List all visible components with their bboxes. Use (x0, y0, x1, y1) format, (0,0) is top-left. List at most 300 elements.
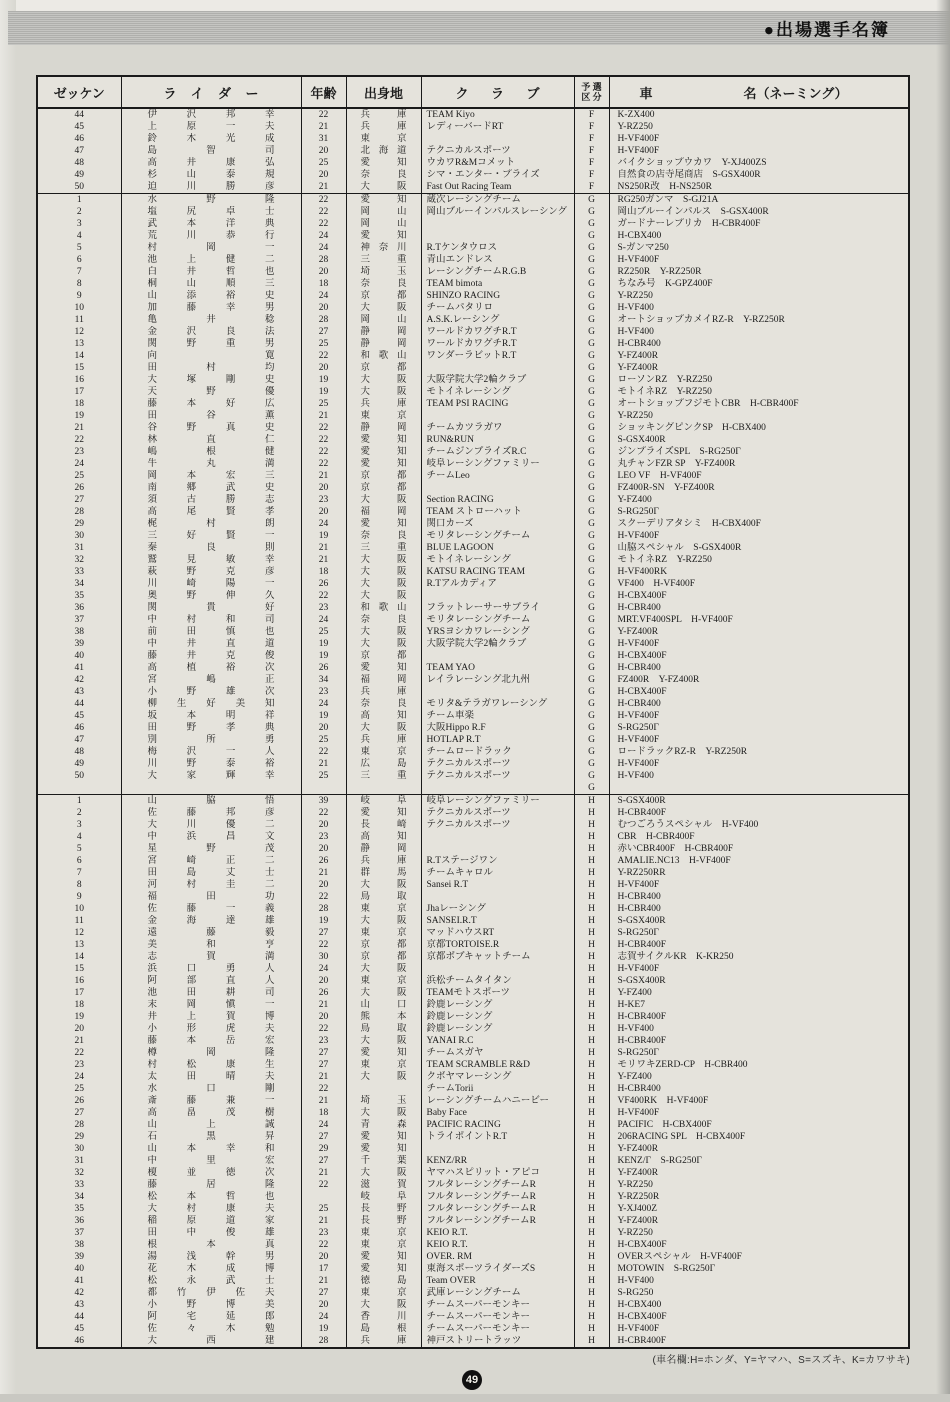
club-cell: シマ・エンター・プライズ (421, 169, 574, 181)
table-row (37, 831, 909, 843)
origin-cell: 愛知 (346, 458, 421, 470)
table-row (37, 434, 909, 446)
rider-name-cell: 前田慎也 (121, 626, 301, 638)
club-cell: Fast Out Racing Team (421, 181, 574, 194)
division-cell: G (574, 770, 609, 782)
machine-name-cell: Y-FZ400 (617, 1072, 652, 1082)
table-row (37, 1095, 909, 1107)
club-cell: 岐阜レーシングファミリー (421, 458, 574, 470)
rider-name-cell: 大家輝幸 (121, 770, 301, 782)
age-cell: 22 (301, 746, 346, 758)
division-cell: G (574, 734, 609, 746)
club-cell (421, 686, 574, 698)
age-cell: 22 (301, 1023, 346, 1035)
origin-cell: 兵庫 (346, 734, 421, 746)
rider-name-cell: 秦良則 (121, 542, 301, 554)
club-cell: SHINZO RACING (421, 290, 574, 302)
age-cell: 27 (301, 1047, 346, 1059)
division-cell: H (574, 831, 609, 843)
machine-name-cell: ジンプライズSPL S-RG250Γ (617, 447, 741, 457)
bib-number-cell: 15 (37, 963, 121, 975)
machine-name-cell: H-CBX400F (617, 1312, 667, 1322)
table-row (37, 975, 909, 987)
division-cell: H (574, 1035, 609, 1047)
division-cell: G (574, 266, 609, 278)
age-cell: 20 (301, 362, 346, 374)
age-cell: 19 (301, 530, 346, 542)
rider-name-cell: 遠藤毅 (121, 927, 301, 939)
table-row (37, 398, 909, 410)
table-row (37, 987, 909, 999)
bib-number-cell: 41 (37, 1275, 121, 1287)
rider-name-cell: 上原一夫 (121, 121, 301, 133)
rider-name-cell: 梶村朗 (121, 518, 301, 530)
age-cell: 23 (301, 1227, 346, 1239)
division-cell: G (574, 662, 609, 674)
origin-cell: 群馬 (346, 867, 421, 879)
division-cell: G (574, 434, 609, 446)
rider-name-cell: 迫川勝彦 (121, 181, 301, 194)
origin-cell: 大阪 (346, 1299, 421, 1311)
age-cell: 28 (301, 314, 346, 326)
age-cell: 26 (301, 662, 346, 674)
bib-number-cell: 50 (37, 181, 121, 194)
origin-cell: 静岡 (346, 326, 421, 338)
age-cell: 27 (301, 927, 346, 939)
machine-name-cell: H-VF400RK (617, 567, 668, 577)
origin-cell: 福岡 (346, 674, 421, 686)
bib-number-cell: 3 (37, 819, 121, 831)
origin-cell: 山口 (346, 999, 421, 1011)
rider-name-cell: 樽岡隆 (121, 1047, 301, 1059)
age-cell: 17 (301, 1263, 346, 1275)
rider-name-cell: 根本真 (121, 1239, 301, 1251)
bib-number-cell: 49 (37, 758, 121, 770)
club-cell: チームカツラガワ (421, 422, 574, 434)
club-cell: チームジンプライズR.C (421, 446, 574, 458)
rider-name-cell: 松永武士 (121, 1275, 301, 1287)
origin-cell: 大阪 (346, 987, 421, 999)
age-cell: 23 (301, 494, 346, 506)
age-cell: 24 (301, 230, 346, 242)
age-cell: 25 (301, 734, 346, 746)
age-cell: 22 (301, 446, 346, 458)
machine-name-cell: 山脇スペシャル S-GSX400R (617, 543, 742, 553)
origin-cell: 滋賀 (346, 1179, 421, 1191)
club-cell: YRSヨシカワレーシング (421, 626, 574, 638)
division-cell: H (574, 1083, 609, 1095)
age-cell: 18 (301, 1107, 346, 1119)
division-cell: H (574, 1263, 609, 1275)
division-cell: F (574, 145, 609, 157)
bib-number-cell: 33 (37, 1179, 121, 1191)
bib-number-cell: 47 (37, 145, 121, 157)
machine-name-cell: S-ガンマ250 (617, 243, 669, 253)
origin-cell: 京都 (346, 290, 421, 302)
division-cell: G (574, 218, 609, 230)
rider-name-cell: 佐々木勉 (121, 1323, 301, 1335)
bib-number-cell: 43 (37, 1299, 121, 1311)
origin-cell: 愛知 (346, 434, 421, 446)
bib-number-cell: 49 (37, 169, 121, 181)
bib-number-cell: 27 (37, 1107, 121, 1119)
table-row (37, 242, 909, 254)
origin-cell: 岐阜 (346, 1191, 421, 1203)
age-cell: 25 (301, 770, 346, 782)
rider-name-cell: 小野博美 (121, 1299, 301, 1311)
age-cell: 22 (301, 422, 346, 434)
rider-name-cell: 湯浅幹男 (121, 1251, 301, 1263)
age-cell: 25 (301, 157, 346, 169)
table-row (37, 374, 909, 386)
table-row (37, 254, 909, 266)
table-row (37, 194, 909, 207)
bib-number-cell: 35 (37, 590, 121, 602)
age-cell: 19 (301, 710, 346, 722)
origin-cell: 愛知 (346, 518, 421, 530)
division-cell: F (574, 108, 609, 121)
col-header-qualifying-division (574, 76, 609, 108)
division-cell: H (574, 1023, 609, 1035)
age-cell: 22 (301, 1083, 346, 1095)
bib-number-cell: 1 (37, 795, 121, 808)
machine-name-cell: Y-RZ250 (617, 291, 653, 301)
age-cell: 22 (301, 939, 346, 951)
age-cell: 19 (301, 374, 346, 386)
origin-cell: 愛知 (346, 1047, 421, 1059)
bib-number-cell: 33 (37, 566, 121, 578)
machine-name-cell: CBR H-CBR400F (617, 832, 695, 842)
age-cell: 20 (301, 506, 346, 518)
machine-name-cell: VF400RK H-VF400F (617, 1096, 709, 1106)
machine-name-cell: H-VF400 (617, 1276, 654, 1286)
origin-cell: 東京 (346, 1059, 421, 1071)
bib-number-cell: 16 (37, 975, 121, 987)
rider-name-cell: 武本洋典 (121, 218, 301, 230)
club-cell: TEAM Kiyo (421, 108, 574, 121)
machine-name-cell: H-CBR400F (617, 1336, 667, 1346)
club-cell: モトイネレーシング (421, 386, 574, 398)
club-cell: 京都ボブキャットチーム (421, 951, 574, 963)
machine-name-cell: K-ZX400 (617, 110, 655, 120)
rider-name-cell: 斎藤兼一 (121, 1095, 301, 1107)
bib-number-cell: 3 (37, 218, 121, 230)
rider-name-cell: 山本幸和 (121, 1143, 301, 1155)
bib-number-cell: 11 (37, 314, 121, 326)
division-cell: H (574, 999, 609, 1011)
origin-cell: 愛知 (346, 446, 421, 458)
age-cell: 25 (301, 626, 346, 638)
club-cell: TEAMモトスポーツ (421, 987, 574, 999)
age-cell: 26 (301, 855, 346, 867)
bib-number-cell: 36 (37, 1215, 121, 1227)
club-cell: チームパタリロ (421, 302, 574, 314)
rider-name-cell: 村松康生 (121, 1059, 301, 1071)
bib-number-cell: 46 (37, 722, 121, 734)
table-row (37, 386, 909, 398)
machine-name-cell: H-VF400 (617, 327, 654, 337)
rider-name-cell: 藤井克俊 (121, 650, 301, 662)
table-row (37, 1263, 909, 1275)
origin-cell: 奈良 (346, 530, 421, 542)
rider-name-cell: 坂本明祥 (121, 710, 301, 722)
bib-number-cell: 39 (37, 1251, 121, 1263)
machine-name-cell: スクーデリアタシミ H-CBX400F (617, 519, 761, 529)
table-row (37, 446, 909, 458)
table-row (37, 302, 909, 314)
club-cell: チームTorii (421, 1083, 574, 1095)
table-row (37, 614, 909, 626)
machine-name-cell: H-CBR400F (617, 940, 667, 950)
machine-name-cell: AMALIE.NC13 H-VF400F (617, 856, 731, 866)
age-cell: 20 (301, 169, 346, 181)
table-row (37, 470, 909, 482)
club-cell: 鈴鹿レーシング (421, 1011, 574, 1023)
rider-name-cell: 井上賀博 (121, 1011, 301, 1023)
age-cell: 19 (301, 386, 346, 398)
division-cell: G (574, 242, 609, 254)
club-cell: レーシングチームハニービー (421, 1095, 574, 1107)
table-body (37, 108, 909, 1348)
machine-name-cell: Y-FZ400R (617, 351, 659, 361)
rider-name-cell: 白井哲也 (121, 266, 301, 278)
age-cell: 30 (301, 951, 346, 963)
rider-name-cell: 高植裕次 (121, 662, 301, 674)
origin-cell: 東京 (346, 133, 421, 145)
table-row (37, 602, 909, 614)
machine-name-cell: Y-FZ400 (617, 988, 652, 998)
division-cell: H (574, 1239, 609, 1251)
age-cell: 18 (301, 278, 346, 290)
rider-name-cell: 田野孝典 (121, 722, 301, 734)
rider-name-cell: 田村均 (121, 362, 301, 374)
division-cell: G (574, 338, 609, 350)
club-cell: 大阪学院大学2輪クラブ (421, 638, 574, 650)
club-cell: フルタレーシングチームR (421, 1203, 574, 1215)
table-row (37, 819, 909, 831)
page-edge-right (936, 0, 950, 1402)
bib-number-cell: 27 (37, 494, 121, 506)
age-cell: 24 (301, 698, 346, 710)
machine-name-cell: ちなみ号 K-GPZ400F (617, 279, 713, 289)
age-cell: 20 (301, 879, 346, 891)
division-cell: G (574, 554, 609, 566)
origin-cell: 岐阜 (346, 795, 421, 808)
rider-name-cell: 伊沢邦幸 (121, 108, 301, 121)
machine-name-cell: H-VF400 (617, 303, 654, 313)
rider-name-cell: 桐山順三 (121, 278, 301, 290)
division-cell: G (574, 422, 609, 434)
age-cell: 24 (301, 1119, 346, 1131)
origin-cell: 愛知 (346, 1131, 421, 1143)
table-row (37, 1191, 909, 1203)
division-cell: H (574, 879, 609, 891)
bib-number-cell: 23 (37, 1059, 121, 1071)
origin-cell: 徳島 (346, 1275, 421, 1287)
origin-cell: 岡山 (346, 314, 421, 326)
club-cell: R.Tケンタウロス (421, 242, 574, 254)
machine-name-cell: H-KE7 (617, 1000, 645, 1010)
table-row (37, 770, 909, 782)
club-cell: Team OVER (421, 1275, 574, 1287)
bib-number-cell: 45 (37, 710, 121, 722)
origin-cell: 鳥取 (346, 1023, 421, 1035)
machine-name-cell: 赤いCBR400F H-CBR400F (617, 844, 734, 854)
table-row (37, 1059, 909, 1071)
bib-number-cell: 17 (37, 386, 121, 398)
rider-name-cell: 亀井稔 (121, 314, 301, 326)
club-cell: フルタレーシングチームR (421, 1191, 574, 1203)
machine-name-cell: H-VF400F (617, 134, 660, 144)
bib-number-cell: 29 (37, 1131, 121, 1143)
rider-name-cell: 都竹伊佐夫 (121, 1287, 301, 1299)
club-cell: ウカワR&Mコメット (421, 157, 574, 169)
table-row (37, 638, 909, 650)
table-row (37, 1275, 909, 1287)
bib-number-cell: 21 (37, 1035, 121, 1047)
bib-number-cell: 10 (37, 302, 121, 314)
division-cell: G (574, 614, 609, 626)
bib-number-cell: 46 (37, 133, 121, 145)
rider-name-cell: 大川優二 (121, 819, 301, 831)
origin-cell: 大阪 (346, 879, 421, 891)
club-cell: 鈴鹿レーシング (421, 1023, 574, 1035)
rider-name-cell: 牛丸満 (121, 458, 301, 470)
age-cell: 22 (301, 891, 346, 903)
machine-name-cell: H-CBR400 (617, 892, 661, 902)
bib-number-cell: 5 (37, 843, 121, 855)
age-cell: 20 (301, 266, 346, 278)
origin-cell: 大阪 (346, 1107, 421, 1119)
bib-number-cell: 2 (37, 206, 121, 218)
club-cell: チームキャロル (421, 867, 574, 879)
rider-name-cell: 萩野克彦 (121, 566, 301, 578)
rider-name-cell: 河村圭二 (121, 879, 301, 891)
rider-name-cell: 水口剛 (121, 1083, 301, 1095)
machine-name-cell: オートショップフジモトCBR H-CBR400F (617, 399, 799, 409)
age-cell: 23 (301, 1035, 346, 1047)
rider-name-cell: 天野優 (121, 386, 301, 398)
bib-number-cell: 14 (37, 350, 121, 362)
bib-number-cell: 34 (37, 578, 121, 590)
rider-name-cell: 梅沢一人 (121, 746, 301, 758)
division-cell: H (574, 939, 609, 951)
table-row (37, 1035, 909, 1047)
bib-number-cell: 9 (37, 891, 121, 903)
bib-number-cell: 13 (37, 939, 121, 951)
origin-cell: 兵庫 (346, 121, 421, 133)
table-row (37, 999, 909, 1011)
bib-number-cell: 37 (37, 1227, 121, 1239)
division-cell: F (574, 169, 609, 181)
table-row (37, 278, 909, 290)
bib-number-cell: 35 (37, 1203, 121, 1215)
machine-name-cell: Y-RZ250RR (617, 868, 666, 878)
division-cell: H (574, 843, 609, 855)
machine-name-cell: Y-FZ400 (617, 495, 652, 505)
club-cell: Section RACING (421, 494, 574, 506)
club-cell: レディーバードRT (421, 121, 574, 133)
origin-cell: 兵庫 (346, 855, 421, 867)
division-cell: G (574, 230, 609, 242)
page-edge-top (0, 0, 950, 11)
division-cell: H (574, 855, 609, 867)
division-cell: G (574, 314, 609, 326)
table-row (37, 314, 909, 326)
machine-name-cell: ロードラックRZ-R Y-RZ250R (617, 747, 748, 757)
division-cell: H (574, 1215, 609, 1227)
bib-number-cell: 32 (37, 1167, 121, 1179)
division-cell: G (574, 482, 609, 494)
table-row (37, 230, 909, 242)
table-row (37, 169, 909, 181)
table-row (37, 1131, 909, 1143)
club-cell: チームLeo (421, 470, 574, 482)
table-row (37, 362, 909, 374)
age-cell: 21 (301, 542, 346, 554)
rider-name-cell: 水野隆 (121, 194, 301, 207)
origin-cell: 静岡 (346, 422, 421, 434)
table-row (37, 494, 909, 506)
machine-name-cell: Y-FZ400R (617, 1144, 659, 1154)
division-cell: G (574, 578, 609, 590)
club-cell: テクニカルスポーツ (421, 807, 574, 819)
origin-cell: 東京 (346, 903, 421, 915)
machine-name-cell: MRT.VF400SPL H-VF400F (617, 615, 733, 625)
division-cell: H (574, 1335, 609, 1348)
club-cell: チームスーパーモンキー (421, 1299, 574, 1311)
machine-name-cell: S-RG250Γ (617, 723, 659, 733)
club-cell: 青山エンドレス (421, 254, 574, 266)
rider-name-cell: 谷野真史 (121, 422, 301, 434)
table-row (37, 1227, 909, 1239)
machine-name-cell: 自然食の店寺尾商店 S-GSX400R (617, 170, 761, 180)
origin-cell: 愛知 (346, 1143, 421, 1155)
age-cell: 20 (301, 722, 346, 734)
age-cell: 24 (301, 242, 346, 254)
club-cell: マッドハウスRT (421, 927, 574, 939)
age-cell: 20 (301, 1251, 346, 1263)
bib-number-cell: 30 (37, 530, 121, 542)
origin-cell: 兵庫 (346, 398, 421, 410)
machine-name-cell: Y-FZ400R (617, 1168, 659, 1178)
division-cell: H (574, 987, 609, 999)
bib-number-cell: 34 (37, 1191, 121, 1203)
bib-number-cell: 4 (37, 230, 121, 242)
division-cell: G (574, 350, 609, 362)
division-cell: G (574, 542, 609, 554)
table-row (37, 1023, 909, 1035)
division-cell: H (574, 1107, 609, 1119)
col-header-division-line1: 予 選 (581, 82, 602, 92)
table-row (37, 951, 909, 963)
machine-legend-footnote: (車名欄:H=ホンダ、Y=ヤマハ、S=スズキ、K=カワサキ) (652, 1355, 910, 1366)
rider-name-cell: 加藤幸男 (121, 302, 301, 314)
machine-name-cell: H-CBX400F (617, 687, 667, 697)
bib-number-cell: 37 (37, 614, 121, 626)
machine-name-cell: NS250R改 H-NS250R (617, 182, 712, 192)
origin-cell: 大阪 (346, 626, 421, 638)
division-cell: H (574, 951, 609, 963)
division-cell: G (574, 710, 609, 722)
origin-cell: 岡山 (346, 206, 421, 218)
rider-name-cell: 村岡一 (121, 242, 301, 254)
division-cell: H (574, 1203, 609, 1215)
rider-name-cell: 星野茂 (121, 843, 301, 855)
bib-number-cell: 11 (37, 915, 121, 927)
bib-number-cell: 29 (37, 518, 121, 530)
machine-name-cell: FZ400R Y-FZ400R (617, 675, 700, 685)
